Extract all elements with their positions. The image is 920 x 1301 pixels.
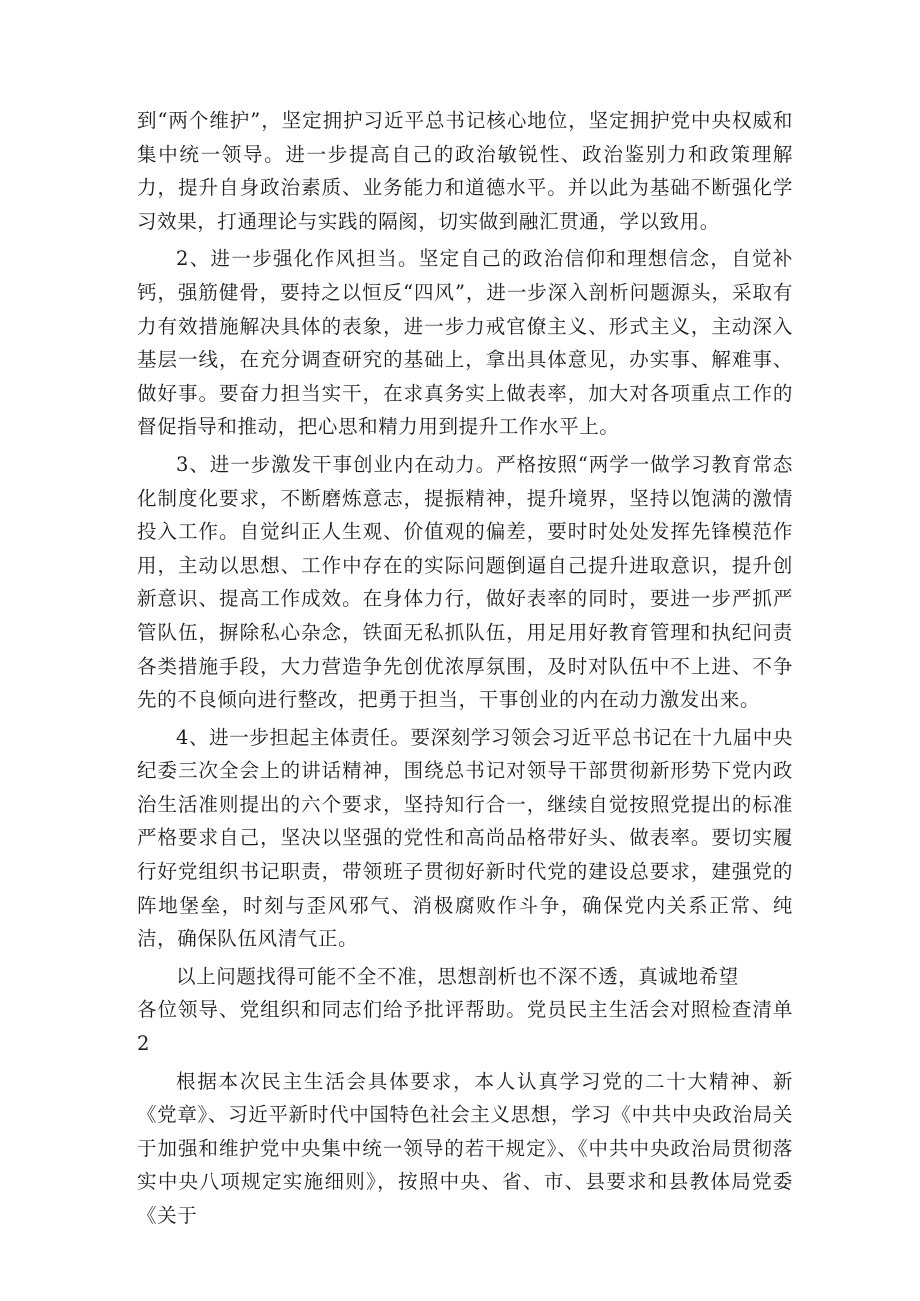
paragraph-item-4: 4、进一步担起主体责任。要深刻学习领会习近平总书记在十九届中央纪委三次全会上的讲话精神，围绕总书记对领导干部贯彻新形势下党内政治生活准则提出的六个要求，坚持知行合一，继续自觉按照党提出的标准严格要求自己，坚决以坚强的党性和高尚品格带好头、做表率。要切实履行好党组织书记职责，带领班子贯彻好新时代党的建设总要求，建强党的阵地堡垒，时刻与歪风邪气、消极腐败作斗争，确保党内关系正常、纯洁，确保队伍风清气正。 (137, 725, 793, 951)
paragraph-item-3: 3、进一步激发干事创业内在动力。严格按照“两学一做学习教育常态化制度化要求，不断磨炼意志，提振精神，提升境界，坚持以饱满的激情投入工作。自觉纠正人生观、价值观的偏差，要时时处处发挥先锋模范作用，主动以思想、工作中存在的实际问题倒逼自己提升进取意识，提升创新意识、提高工作成效。在身体力行，做好表率的同时，要进一步严抓严管队伍，摒除私心杂念，铁面无私抓队伍，用足用好教育管理和执纪问责各类措施手段，大力营造争先创优浓厚氛围，及时对队伍中不上进、不争先的不良倾向进行整改，把勇于担当，干事创业的内在动力激发出来。 (137, 452, 793, 712)
paragraph-item-2: 2、进一步强化作风担当。坚定自己的政治信仰和理想信念，自觉补钙，强筋健骨，要持之以恒反“四风”，进一步深入剖析问题源头，采取有力有效措施解决具体的表象，进一步力戒官僚主义、形式主义，主动深入基层一线，在充分调查研究的基础上，拿出具体意见，办实事、解难事、做好事。要奋力担当实干，在求真务实上做表率，加大对各项重点工作的督促指导和推动，把心思和精力用到提升工作水平上。 (137, 247, 793, 439)
document-page (137, 104, 793, 1237)
paragraph-two-safeguards: 到“两个维护”，坚定拥护习近平总书记核心地位，坚定拥护党中央权威和集中统一领导。进一步提高自己的政治敏锐性、政治鉴别力和政策理解力，提升自身政治素质、业务能力和道德水平。并以此为基础不断强化学习效果，打通理论与实践的隔阂，切实做到融汇贯通，学以致用。 (137, 109, 793, 233)
paragraph-closing-continued: 各位领导、党组织和同志们给予批评帮助。党员民主生活会对照检查清单2 (137, 998, 793, 1056)
paragraph-closing: 以上问题找得可能不全不准，思想剖析也不深不透，真诚地希望 (176, 964, 739, 988)
paragraph-checklist-2-intro: 根据本次民主生活会具体要求，本人认真学习党的二十大精神、新《党章》、习近平新时代中国特色社会主义思想，学习《中共中央政治局关于加强和维护党中央集中统一领导的若干规定》、《中共中央政治局贯彻落实中央八项规定实施细则》，按照中央、省、市、县要求和县教体局党委《关于 (137, 1069, 793, 1227)
